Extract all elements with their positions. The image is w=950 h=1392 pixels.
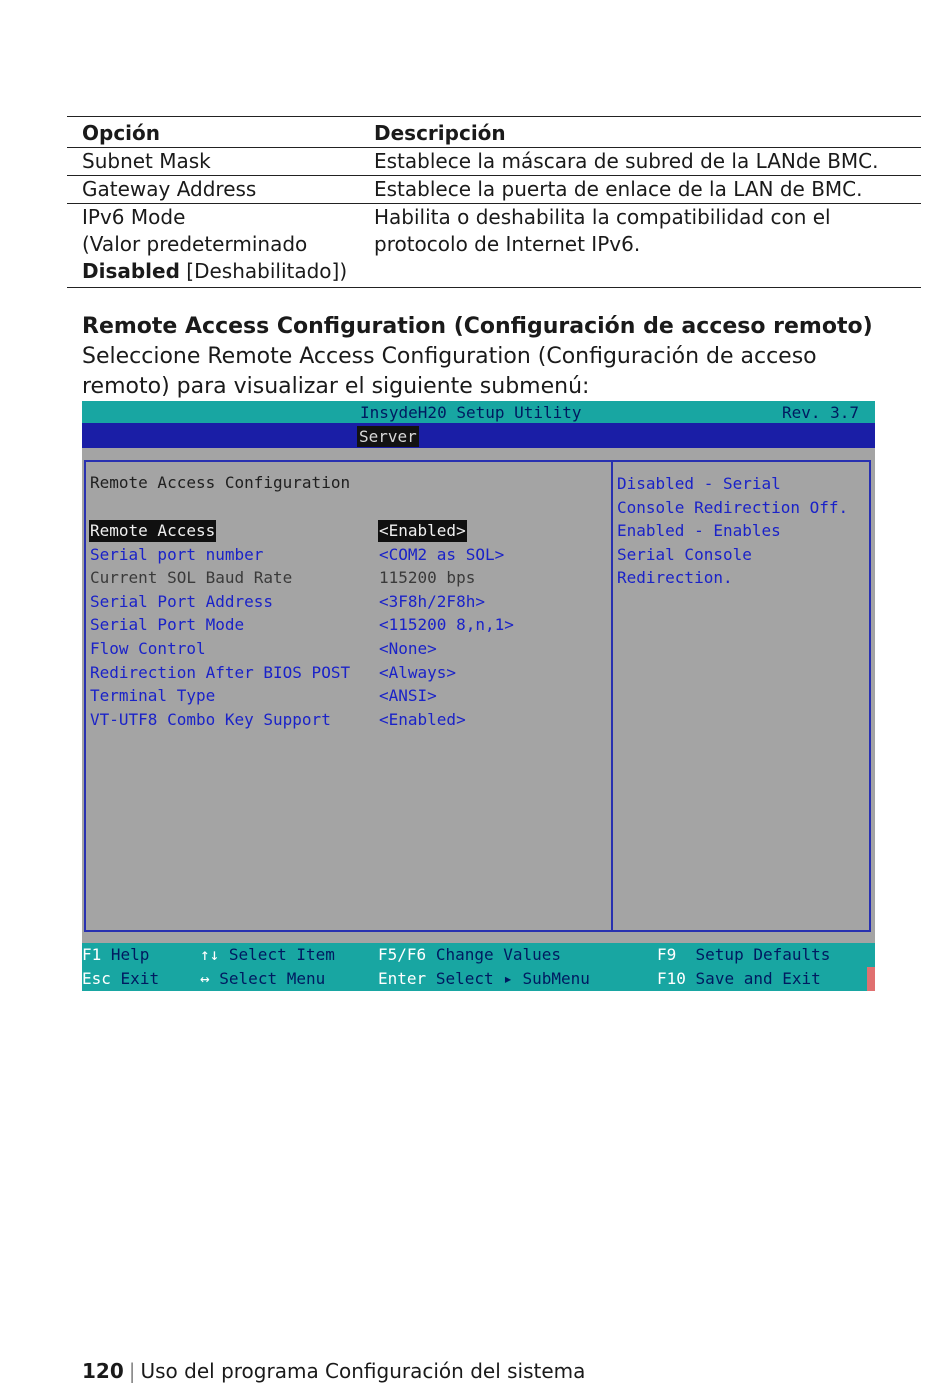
setting-label: Serial port number <box>90 544 264 564</box>
bios-title-bar <box>82 401 875 423</box>
footer-separator: | <box>128 1359 136 1383</box>
table-header <box>67 117 921 148</box>
setting-label: Remote Access <box>90 521 216 540</box>
setting-label: Serial Port Mode <box>90 615 245 635</box>
page-number: 120 <box>82 1359 124 1383</box>
key-lr-label: Select Menu <box>219 969 326 988</box>
arrow-updown-icon: ↑↓ <box>200 945 220 964</box>
key-hint-select-item <box>200 945 335 964</box>
footer-edge-marker <box>867 967 875 991</box>
row-description: Establece la puerta de enlace de la LAN de BMC. <box>374 177 863 201</box>
key-hint-setup-defaults <box>657 945 830 964</box>
bios-title: InsydeH20 Setup Utility <box>360 403 582 422</box>
menu-tab-server[interactable]: Server <box>359 427 417 446</box>
description-line: Habilita o deshabilita la compatibilidad con el <box>374 205 831 229</box>
key-enter-label: Select ▸ SubMenu <box>435 969 590 988</box>
setting-label: Flow Control <box>90 639 206 658</box>
help-line: Enabled - Enables <box>617 521 781 540</box>
row-option: Gateway Address <box>82 177 257 201</box>
table-row <box>67 176 921 204</box>
setting-current-sol-baud-rate <box>89 567 609 589</box>
row-description <box>374 204 921 285</box>
setting-label: Serial Port Address <box>90 591 274 611</box>
row-description: Establece la máscara de subred de la LANde BMC. <box>374 149 879 173</box>
key-esc: Esc <box>82 969 111 988</box>
help-line: Disabled - Serial <box>617 474 781 493</box>
key-enter: Enter <box>378 969 427 988</box>
option-default-bold: Disabled <box>82 259 180 283</box>
option-line: (Valor predeterminado <box>82 232 308 256</box>
row-option <box>67 204 374 285</box>
key-f9-label: Setup Defaults <box>695 945 831 964</box>
options-table <box>67 116 921 288</box>
section-text: Seleccione Remote Access Configuration (Configuración de acceso remoto) para visualizar el siguiente submenú: <box>82 344 817 399</box>
setting-serial-port-mode[interactable] <box>89 614 609 636</box>
section-title: Remote Access Configuration (Configuración de acceso remoto) <box>82 314 873 339</box>
key-hint-submenu <box>378 969 590 988</box>
row-option: Subnet Mask <box>82 149 211 173</box>
setting-label: VT-UTF8 Combo Key Support <box>90 709 331 729</box>
option-default-rest: [Deshabilitado]) <box>179 259 348 283</box>
setting-serial-port-address[interactable] <box>89 591 609 613</box>
help-line: Console Redirection Off. <box>617 497 849 517</box>
setting-label: Redirection After BIOS POST <box>90 662 351 682</box>
key-arrows-label: Select Item <box>228 945 335 964</box>
option-default-line <box>82 258 374 285</box>
setting-value[interactable]: <COM2 as SOL> <box>379 544 505 564</box>
bios-help-panel <box>617 472 867 590</box>
help-line: Serial Console <box>617 544 752 564</box>
key-hint-select-menu <box>200 969 325 988</box>
bios-screen <box>82 401 875 991</box>
key-hint-help <box>82 945 149 964</box>
header-description: Descripción <box>374 121 506 145</box>
key-f5f6: F5/F6 <box>378 945 427 964</box>
description-line: protocolo de Internet IPv6. <box>374 232 641 256</box>
setting-remote-access[interactable] <box>89 520 609 542</box>
key-hint-save-exit <box>657 969 821 988</box>
bios-page-title: Remote Access Configuration <box>90 473 351 492</box>
key-esc-label: Exit <box>120 969 160 988</box>
setting-value[interactable]: <Enabled> <box>379 709 466 729</box>
key-f5f6-label: Change Values <box>435 945 562 964</box>
page-footer <box>82 1357 585 1385</box>
setting-flow-control[interactable] <box>89 638 609 660</box>
key-f1-label: Help <box>110 945 150 964</box>
setting-vt-utf8-combo-key[interactable] <box>89 709 609 731</box>
key-hint-change-values <box>378 945 561 964</box>
setting-terminal-type[interactable] <box>89 685 609 707</box>
setting-value[interactable]: <115200 8,n,1> <box>379 615 514 635</box>
setting-serial-port-number[interactable] <box>89 544 609 566</box>
key-f10: F10 <box>657 969 686 988</box>
table-row <box>67 148 921 176</box>
key-f1: F1 <box>82 945 102 964</box>
setting-value[interactable]: <3F8h/2F8h> <box>379 591 485 611</box>
key-f9: F9 <box>657 945 677 964</box>
setting-value[interactable]: <Always> <box>379 662 457 682</box>
setting-value: 115200 bps <box>379 568 476 588</box>
bios-menu-bar <box>82 423 875 448</box>
bios-panel-divider <box>611 460 613 932</box>
bios-key-legend <box>82 943 875 991</box>
setting-value[interactable]: <Enabled> <box>379 521 466 540</box>
table-row <box>67 204 921 288</box>
setting-redirection-after-post[interactable] <box>89 662 609 684</box>
header-option: Opción <box>82 121 161 145</box>
help-line: Redirection. <box>617 568 733 587</box>
setting-value[interactable]: <ANSI> <box>379 686 437 706</box>
bios-revision: Rev. 3.7 <box>781 403 859 422</box>
setting-value[interactable]: <None> <box>379 639 437 658</box>
setting-label: Current SOL Baud Rate <box>90 568 293 588</box>
footer-text: Uso del programa Configuración del sistema <box>140 1359 586 1383</box>
arrow-leftright-icon: ↔ <box>200 969 210 988</box>
setting-label: Terminal Type <box>90 686 216 706</box>
option-line: IPv6 Mode <box>82 205 186 229</box>
key-f10-label: Save and Exit <box>695 969 821 988</box>
key-hint-exit <box>82 969 159 988</box>
